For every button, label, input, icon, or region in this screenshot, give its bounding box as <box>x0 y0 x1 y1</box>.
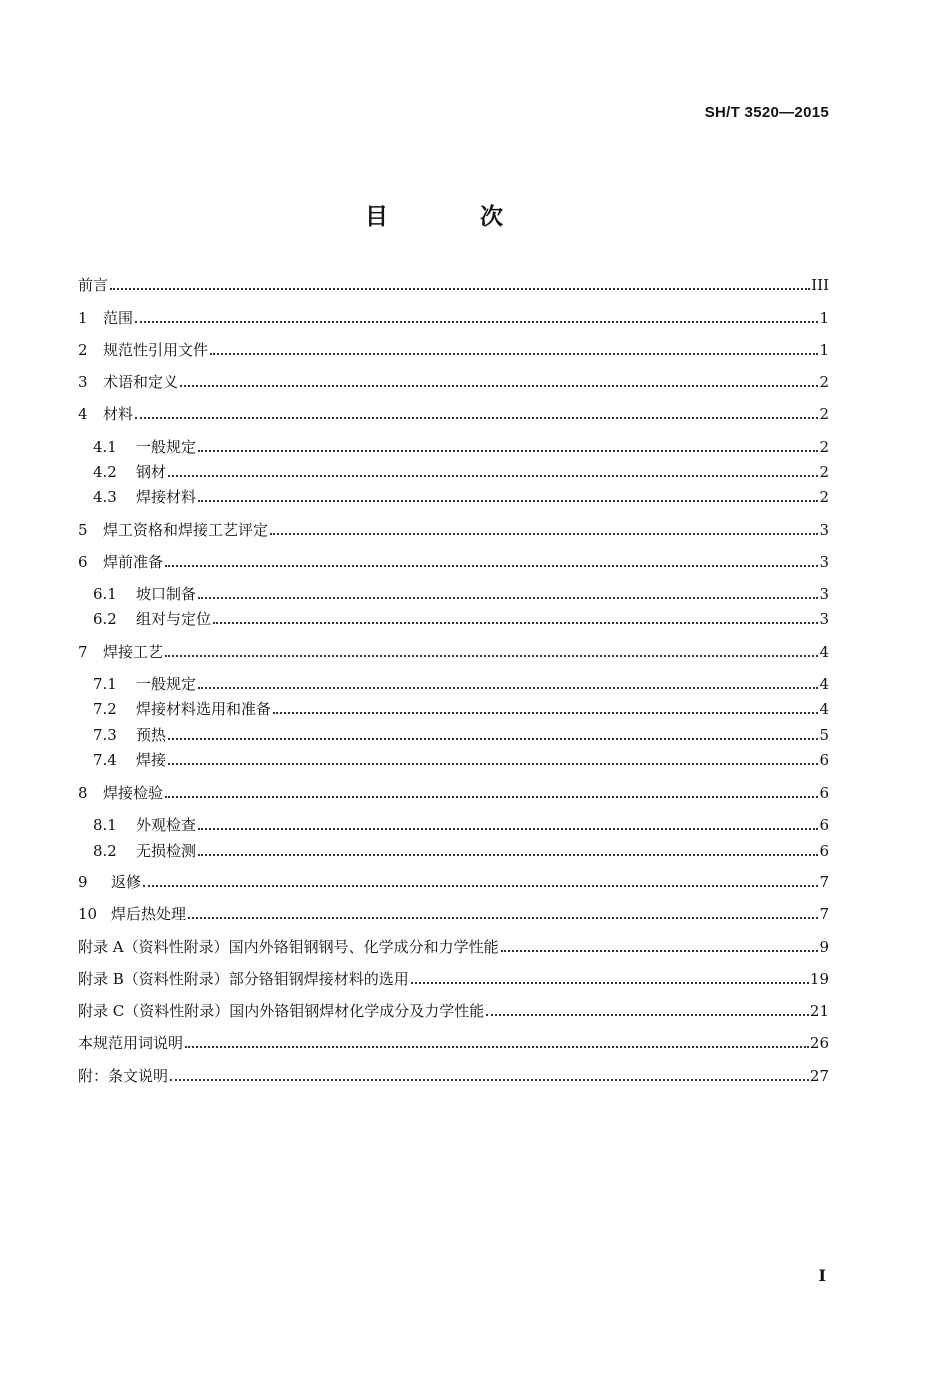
toc-label: 规范性引用文件 <box>103 341 209 359</box>
toc-page: 2 <box>819 463 829 481</box>
leader-dots <box>198 449 818 452</box>
toc-page: 3 <box>819 610 829 628</box>
toc-number: 6.2 <box>93 610 117 628</box>
toc-page: 2 <box>819 438 829 456</box>
toc-entry-9[interactable] <box>78 871 829 893</box>
toc-number: 4.3 <box>93 488 117 506</box>
toc-page: 6 <box>819 842 829 860</box>
toc-page: 7 <box>819 873 829 891</box>
toc-page: 1 <box>819 309 829 327</box>
toc-entry-10[interactable] <box>78 903 829 925</box>
leader-dots <box>180 384 818 387</box>
leader-dots <box>168 737 818 740</box>
toc-entry-7-2[interactable] <box>93 698 829 720</box>
toc-entry-explanation[interactable] <box>78 1065 829 1087</box>
toc-label: 焊接材料选用和准备 <box>136 700 272 718</box>
toc-entry-4-2[interactable] <box>93 461 829 483</box>
toc-entry-5[interactable] <box>78 519 829 541</box>
toc-label: 返修 <box>111 873 142 891</box>
toc-entry-appendix-c[interactable] <box>78 1000 829 1022</box>
toc-label: 焊接 <box>136 751 167 769</box>
leader-dots <box>168 474 818 477</box>
toc-page: 1 <box>819 341 829 359</box>
toc-page: 27 <box>809 1067 829 1085</box>
toc-label: 附：条文说明 <box>78 1067 169 1085</box>
toc-label: 组对与定位 <box>136 610 212 628</box>
toc-page: III <box>811 276 829 294</box>
leader-dots <box>486 1013 809 1016</box>
toc-entry-6-2[interactable] <box>93 608 829 630</box>
toc-number: 7.3 <box>93 726 117 744</box>
toc-number: 6 <box>78 553 88 571</box>
leader-dots <box>110 287 810 290</box>
toc-number: 7.4 <box>93 751 117 769</box>
toc-number: 4.2 <box>93 463 117 481</box>
toc-label: 无损检测 <box>136 842 197 860</box>
toc-label: 焊接工艺 <box>103 643 164 661</box>
toc-page: 3 <box>819 553 829 571</box>
toc-page: 4 <box>819 700 829 718</box>
toc-label: 附录 A（资料性附录）国内外铬钼钢钢号、化学成分和力学性能 <box>78 938 499 956</box>
toc-number: 1 <box>78 309 88 327</box>
toc-number: 8 <box>78 784 88 802</box>
leader-dots <box>213 621 818 624</box>
leader-dots <box>198 499 818 502</box>
leader-dots <box>135 416 818 419</box>
toc-page: 5 <box>819 726 829 744</box>
toc-label: 一般规定 <box>136 675 197 693</box>
leader-dots <box>168 762 818 765</box>
toc-entry-8-1[interactable] <box>93 814 829 836</box>
toc-label: 焊接材料 <box>136 488 197 506</box>
toc-number: 2 <box>78 341 88 359</box>
toc-page: 4 <box>819 675 829 693</box>
toc-page: 2 <box>819 488 829 506</box>
leader-dots <box>198 853 818 856</box>
toc-page: 3 <box>819 585 829 603</box>
leader-dots <box>198 827 818 830</box>
toc-label: 附录 C（资料性附录）国内外铬钼钢焊材化学成分及力学性能 <box>78 1002 485 1020</box>
toc-number: 4 <box>78 405 88 423</box>
toc-number: 4.1 <box>93 438 117 456</box>
toc-number: 10 <box>78 905 98 923</box>
leader-dots <box>188 916 818 919</box>
toc-entry-4-1[interactable] <box>93 436 829 458</box>
toc-label: 附录 B（资料性附录）部分铬钼钢焊接材料的选用 <box>78 970 409 988</box>
toc-label: 本规范用词说明 <box>78 1034 184 1052</box>
toc-page: 2 <box>819 405 829 423</box>
toc-number: 5 <box>78 521 88 539</box>
toc-entry-preface[interactable] <box>78 274 829 296</box>
toc-number: 7 <box>78 643 88 661</box>
toc-label: 术语和定义 <box>103 373 179 391</box>
toc-entry-2[interactable] <box>78 339 829 361</box>
page-title: 目 次 <box>364 204 545 230</box>
leader-dots <box>170 1078 809 1081</box>
toc-label: 前言 <box>78 276 109 294</box>
toc-label: 材料 <box>103 405 134 423</box>
leader-dots <box>411 981 809 984</box>
toc-page: 7 <box>819 905 829 923</box>
leader-dots <box>210 352 818 355</box>
toc-label: 焊前准备 <box>103 553 164 571</box>
toc-entry-6-1[interactable] <box>93 583 829 605</box>
toc-page: 3 <box>819 521 829 539</box>
standard-code: SH/T 3520—2015 <box>704 104 829 121</box>
toc-label: 坡口制备 <box>136 585 197 603</box>
toc-page: 4 <box>819 643 829 661</box>
toc-label: 一般规定 <box>136 438 197 456</box>
toc-entry-1[interactable] <box>78 307 829 329</box>
toc-number: 6.1 <box>93 585 117 603</box>
leader-dots <box>501 949 819 952</box>
toc-number: 9 <box>78 873 88 891</box>
toc-number: 3 <box>78 373 88 391</box>
leader-dots <box>165 564 818 567</box>
toc-label: 焊接检验 <box>103 784 164 802</box>
toc-entry-7-1[interactable] <box>93 673 829 695</box>
toc-label: 范围 <box>103 309 134 327</box>
toc-entry-3[interactable] <box>78 371 829 393</box>
toc-entry-8-2[interactable] <box>93 840 829 862</box>
toc-label: 焊后热处理 <box>111 905 187 923</box>
toc-entry-appendix-b[interactable] <box>78 968 829 990</box>
leader-dots <box>198 596 818 599</box>
toc-page: 9 <box>819 938 829 956</box>
toc-page: 6 <box>819 816 829 834</box>
leader-dots <box>270 532 818 535</box>
toc-number: 8.2 <box>93 842 117 860</box>
toc-label: 外观检查 <box>136 816 197 834</box>
toc-entry-4[interactable] <box>78 403 829 425</box>
leader-dots <box>143 884 818 887</box>
toc-entry-8[interactable] <box>78 782 829 804</box>
toc-number: 7.1 <box>93 675 117 693</box>
leader-dots <box>165 795 818 798</box>
toc-entry-7-3[interactable] <box>93 724 829 746</box>
toc-number: 7.2 <box>93 700 117 718</box>
leader-dots <box>198 686 818 689</box>
toc-page: 26 <box>809 1034 829 1052</box>
toc-page: 6 <box>819 751 829 769</box>
toc-entry-appendix-a[interactable] <box>78 936 829 958</box>
leader-dots <box>273 711 818 714</box>
toc-entry-4-3[interactable] <box>93 486 829 508</box>
toc-number: 8.1 <box>93 816 117 834</box>
leader-dots <box>185 1045 809 1048</box>
toc-label: 预热 <box>136 726 167 744</box>
toc-label: 焊工资格和焊接工艺评定 <box>103 521 269 539</box>
toc-entry-7-4[interactable] <box>93 749 829 771</box>
toc-label: 钢材 <box>136 463 167 481</box>
page-number: I <box>818 1266 826 1285</box>
toc-entry-6[interactable] <box>78 551 829 573</box>
toc-entry-wording[interactable] <box>78 1032 829 1054</box>
toc-page: 21 <box>809 1002 829 1020</box>
toc-page: 2 <box>819 373 829 391</box>
leader-dots <box>135 320 818 323</box>
toc-entry-7[interactable] <box>78 641 829 663</box>
leader-dots <box>165 654 818 657</box>
toc-page: 6 <box>819 784 829 802</box>
toc-page: 19 <box>809 970 829 988</box>
